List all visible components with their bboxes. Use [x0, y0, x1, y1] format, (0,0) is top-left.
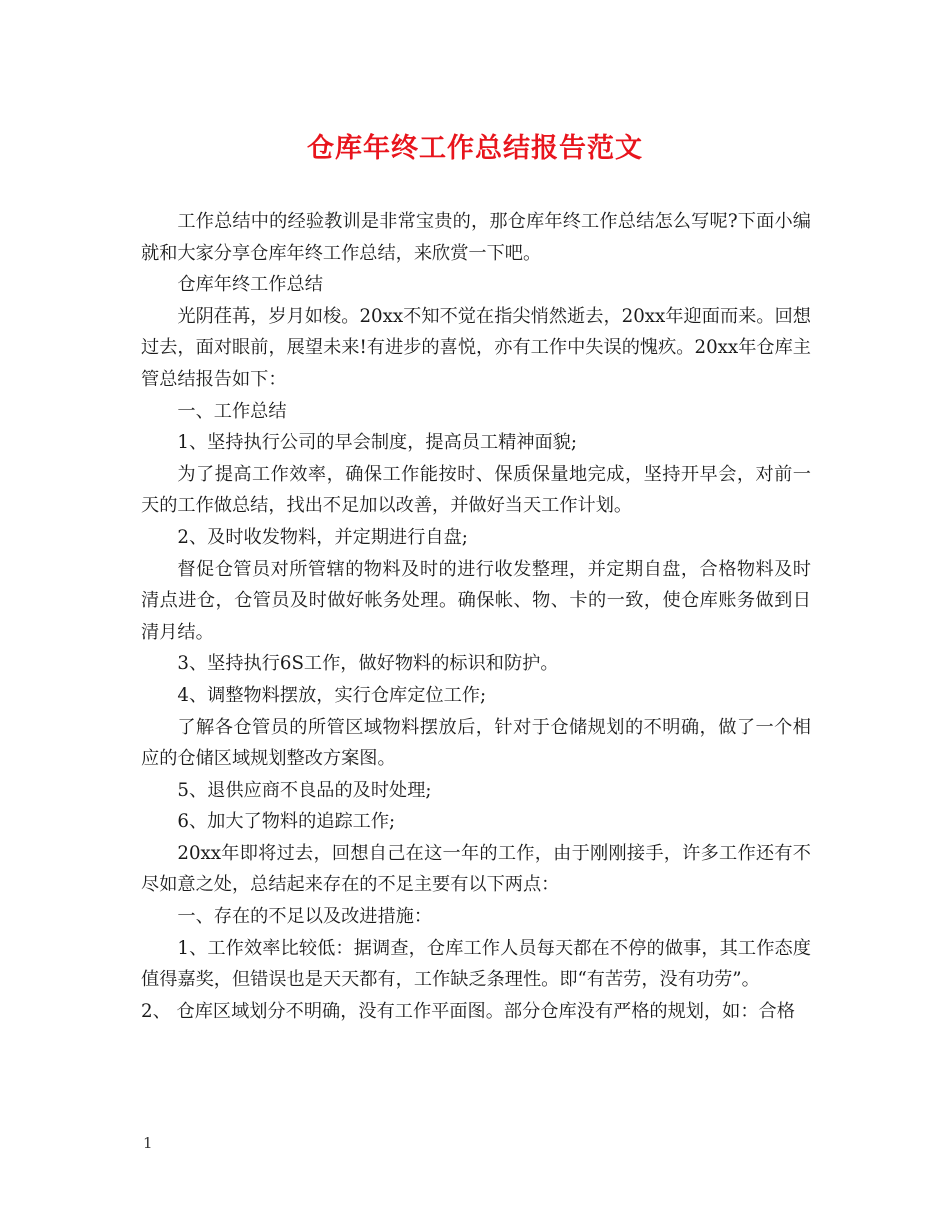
- list-item-5: 5、退供应商不良品的及时处理;: [177, 779, 432, 801]
- paragraph-item-1-detail: 为了提高工作效率，确保工作能按时、保质保量地完成，坚持开早会，对前一天的工作做总结，找出不足加以改善，并做好当天工作计划。: [141, 463, 811, 517]
- paragraph-item-4-detail: 了解各仓管员的所管区域物料摆放后，针对于仓储规划的不明确，做了一个相应的仓储区域规划整改方案图。: [141, 716, 811, 770]
- list-item-1: 1、坚持执行公司的早会制度，提高员工精神面貌;: [177, 432, 578, 454]
- section-heading-work-summary: 一、工作总结: [177, 400, 287, 422]
- section-heading-shortcomings: 一、存在的不足以及改进措施：: [177, 906, 433, 928]
- paragraph-review: 20xx年即将过去，回想自己在这一年的工作，由于刚刚接手，许多工作还有不尽如意之处，总结起来存在的不足主要有以下两点：: [141, 842, 811, 896]
- list-item-2: 2、及时收发物料，并定期进行自盘;: [177, 526, 468, 548]
- shortcoming-item-1: 1、工作效率比较低：据调查，仓库工作人员每天都在不停的做事，其工作态度值得嘉奖，但错误也是天天都有，工作缺乏条理性。即“有苦劳，没有功劳”。: [141, 937, 811, 991]
- document-body: [141, 206, 811, 1027]
- paragraph-heading: 仓库年终工作总结: [177, 274, 323, 296]
- list-item-6: 6、加大了物料的追踪工作;: [177, 811, 396, 833]
- paragraph-item-2-detail: 督促仓管员对所管辖的物料及时的进行收发整理，并定期自盘，合格物料及时清点进仓，仓管员及时做好帐务处理。确保帐、物、卡的一致，使仓库账务做到日清月结。: [141, 558, 811, 643]
- list-item-4: 4、调整物料摆放，实行仓库定位工作;: [177, 684, 487, 706]
- list-item-3: 3、坚持执行6S工作，做好物料的标识和防护。: [177, 653, 559, 675]
- paragraph-intro: 工作总结中的经验教训是非常宝贵的，那仓库年终工作总结怎么写呢?下面小编就和大家分享仓库年终工作总结，来欣赏一下吧。: [141, 211, 811, 264]
- document-title: 仓库年终工作总结报告范文: [307, 133, 643, 164]
- shortcoming-item-2: 2、 仓库区域划分不明确，没有工作平面图。部分仓库没有严格的规划，如：合格: [141, 1000, 795, 1022]
- page-number: 1: [143, 1134, 153, 1152]
- paragraph-opening: 光阴荏苒，岁月如梭。20xx不知不觉在指尖悄然逝去，20xx年迎面而来。回想过去，面对眼前，展望未来!有进步的喜悦，亦有工作中失误的愧疚。20xx年仓库主管总结报告如下：: [141, 305, 811, 390]
